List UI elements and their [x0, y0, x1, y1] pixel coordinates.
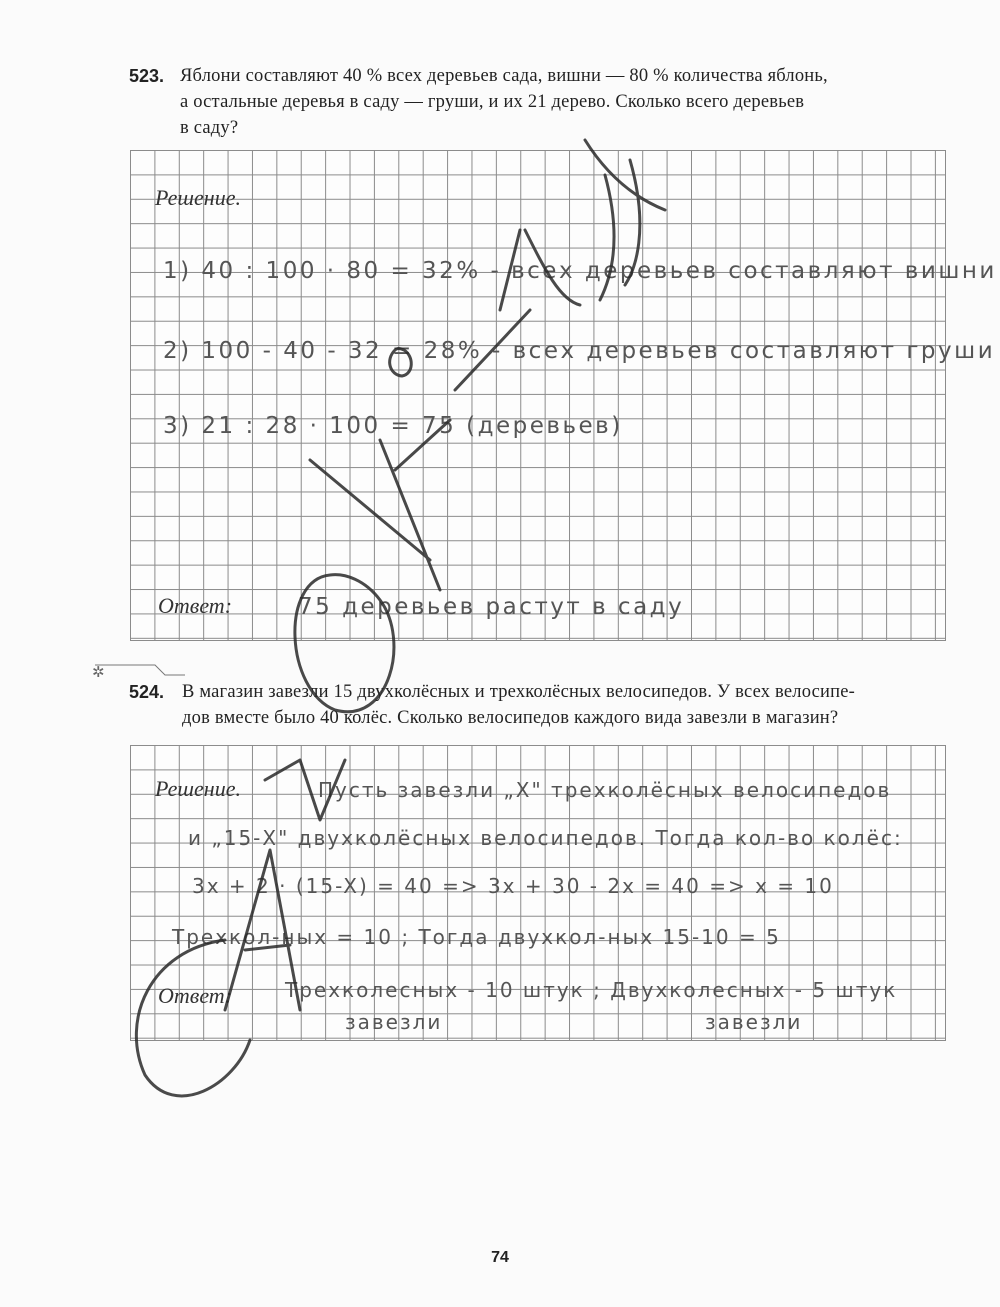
- problem-524-solution-label: Решение.: [155, 776, 241, 801]
- asterisk-icon: ✲: [92, 665, 105, 681]
- problem-524-answer-label: Ответ:: [158, 983, 233, 1008]
- problem-524-text-line-2: дов вместе было 40 колёс. Сколько велосипедов каждого вида завезли в магазин?: [182, 708, 839, 728]
- problem-523-step-3: 3) 21 : 28 · 100 = 75 (деревьев): [163, 413, 623, 439]
- problem-523-number: 523.: [129, 66, 165, 86]
- problem-523-text-line-1: Яблони составляют 40 % всех деревьев сада, вишни — 80 % количества яблонь,: [180, 66, 828, 86]
- problem-523-step-2: 2) 100 - 40 - 32 = 28% - всех деревьев составляют груши: [163, 338, 996, 364]
- page-number: 74: [491, 1249, 509, 1266]
- problem-523-solution-label: Решение.: [155, 185, 241, 210]
- problem-523-step-1: 1) 40 : 100 · 80 = 32% - всех деревьев составляют вишни: [163, 258, 997, 284]
- problem-524-step-2: и „15-X" двухколёсных велосипедов. Тогда кол-во колёс:: [188, 826, 903, 850]
- problem-524-step-4: Трехкол-ных = 10 ; Тогда двухкол-ных 15-10 = 5: [172, 925, 781, 949]
- section-divider: [95, 660, 185, 680]
- problem-523-answer-label: Ответ:: [158, 593, 233, 618]
- problem-523-text-line-2: а остальные деревья в саду — груши, и их 21 дерево. Сколько всего деревьев: [180, 92, 805, 112]
- problem-524-step-1: Пусть завезли „X" трехколёсных велосипедов: [318, 778, 892, 802]
- problem-524-answer-line-2-left: завезли: [345, 1010, 443, 1034]
- problem-523-answer: 75 деревьев растут в саду: [298, 594, 685, 620]
- problem-524-number: 524.: [129, 682, 165, 702]
- problem-523-grid: [130, 150, 946, 641]
- problem-524-answer-line-2-right: завезли: [705, 1010, 803, 1034]
- problem-524-step-3: 3x + 2 · (15-X) = 40 => 3x + 30 - 2x = 40 => x = 10: [192, 874, 834, 898]
- problem-524-answer-line-1: Трехколесных - 10 штук ; Двухколесных - 5 штук: [285, 978, 898, 1002]
- problem-523-text-line-3: в саду?: [180, 118, 239, 138]
- problem-524-text-line-1: В магазин завезли 15 двухколёсных и трехколёсных велосипедов. У всех велосипе-: [182, 682, 856, 702]
